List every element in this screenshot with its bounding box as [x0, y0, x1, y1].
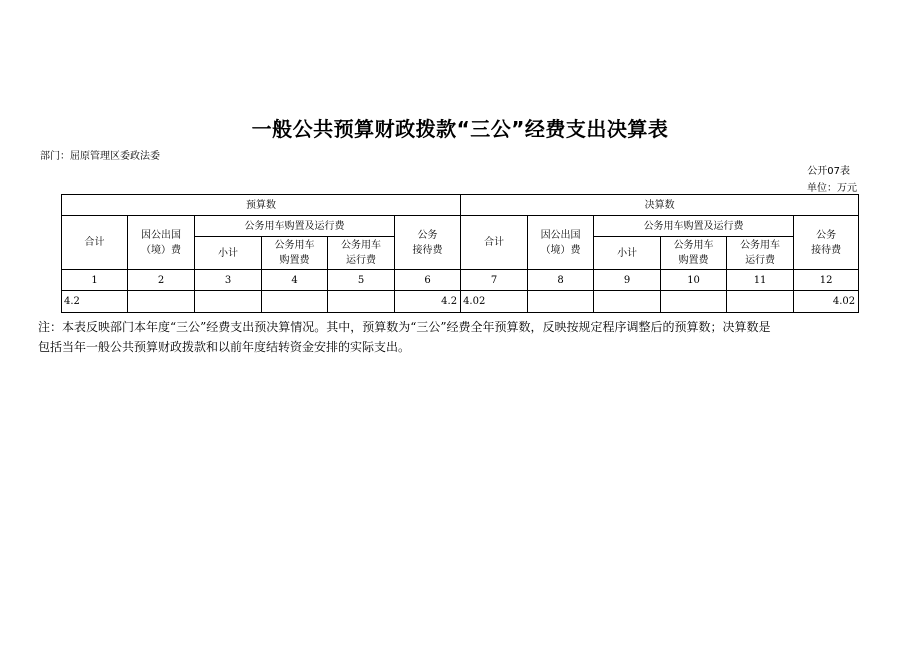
index-cell: 2	[128, 270, 195, 291]
data-cell: 4.02	[461, 291, 528, 313]
data-cell	[262, 291, 328, 313]
final-subtotal-header: 小计	[594, 237, 661, 270]
budget-reception-header-line1: 公务	[417, 229, 438, 241]
page-title: 一般公共预算财政拨款“三公”经费支出决算表	[251, 117, 669, 141]
final-reception-header-line1: 公务	[816, 229, 837, 241]
budget-abroad-header-line2: （境）费	[141, 244, 181, 256]
final-operation-header-line2: 运行费	[745, 255, 776, 266]
index-cell: 11	[727, 270, 794, 291]
footnote-line-2: 包括当年一般公共预算财政拨款和以前年度结转资金安排的实际支出。	[38, 340, 411, 354]
form-number: 公开07表	[807, 166, 850, 177]
budget-total-header: 合计	[62, 216, 128, 270]
budget-purchase-header	[262, 237, 328, 270]
final-vehicle-group-header: 公务用车购置及运行费	[594, 216, 794, 237]
index-cell: 7	[461, 270, 528, 291]
data-cell: 4.2	[62, 291, 128, 313]
budget-purchase-header-line2: 购置费	[279, 255, 310, 266]
data-cell: 4.2	[395, 291, 461, 313]
data-cell	[195, 291, 262, 313]
budget-operation-header-line2: 运行费	[346, 255, 376, 266]
budget-header: 预算数	[62, 195, 461, 216]
index-cell: 8	[528, 270, 594, 291]
data-cell: 4.02	[794, 291, 859, 313]
data-cell	[594, 291, 661, 313]
final-reception-header-line2: 接待费	[811, 244, 842, 256]
budget-purchase-header-line1: 公务用车	[274, 240, 315, 251]
final-abroad-header-line1: 因公出国	[540, 229, 581, 241]
index-cell: 6	[395, 270, 461, 291]
index-cell: 10	[661, 270, 727, 291]
budget-subtotal-header: 小计	[195, 237, 262, 270]
final-abroad-header-line2: （境）费	[540, 244, 581, 256]
budget-vehicle-group-header: 公务用车购置及运行费	[195, 216, 395, 237]
index-cell: 3	[195, 270, 262, 291]
footnote-line-1: 注：本表反映部门本年度“三公”经费支出预决算情况。其中，预算数为“三公”经费全年预算数，反映按规定程序调整后的预算数；决算数是	[38, 320, 771, 334]
budget-reception-header	[395, 216, 461, 270]
final-purchase-header-line1: 公务用车	[673, 240, 714, 251]
final-purchase-header-line2: 购置费	[678, 255, 709, 266]
final-reception-header	[794, 216, 859, 270]
unit-label: 单位：万元	[807, 183, 857, 194]
budget-operation-header-line1: 公务用车	[341, 240, 381, 251]
group-header-row	[62, 195, 859, 216]
data-cell	[661, 291, 727, 313]
index-cell: 9	[594, 270, 661, 291]
final-operation-header-line1: 公务用车	[740, 240, 781, 251]
footnote	[38, 317, 888, 357]
three-public-expenses-table	[61, 194, 859, 313]
final-abroad-header	[528, 216, 594, 270]
index-cell: 4	[262, 270, 328, 291]
budget-reception-header-line2: 接待费	[412, 244, 443, 256]
index-cell: 1	[62, 270, 128, 291]
final-total-header: 合计	[461, 216, 528, 270]
data-cell	[727, 291, 794, 313]
budget-abroad-header-line1: 因公出国	[141, 229, 181, 241]
data-cell	[328, 291, 395, 313]
data-row	[62, 291, 859, 313]
final-operation-header	[727, 237, 794, 270]
index-row	[62, 270, 859, 291]
data-cell	[128, 291, 195, 313]
final-purchase-header	[661, 237, 727, 270]
index-cell: 12	[794, 270, 859, 291]
column-header-row	[62, 216, 859, 237]
final-header: 决算数	[461, 195, 859, 216]
department-label: 部门：屈原管理区委政法委	[40, 151, 160, 162]
data-cell	[528, 291, 594, 313]
budget-operation-header	[328, 237, 395, 270]
budget-abroad-header	[128, 216, 195, 270]
index-cell: 5	[328, 270, 395, 291]
